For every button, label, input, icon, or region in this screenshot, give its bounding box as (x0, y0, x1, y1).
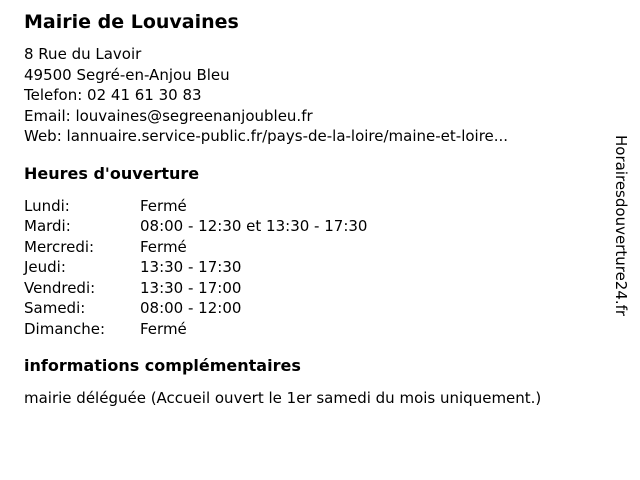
day-label: Mardi: (24, 217, 71, 235)
hours-row-thursday (24, 257, 600, 278)
email-value: louvaines@segreenanjoubleu.fr (75, 106, 313, 125)
day-label: Mercredi: (24, 237, 95, 256)
phone-line (24, 85, 600, 106)
additional-info-heading: informations complémentaires (24, 356, 301, 375)
hours-row-saturday (24, 298, 600, 319)
day-times: Fermé (140, 196, 187, 215)
additional-info-text: mairie déléguée (Accueil ouvert le 1er samedi du mois uniquement.) (24, 389, 542, 407)
address-line-1: 8 Rue du Lavoir (24, 45, 142, 63)
address-line-2: 49500 Segré-en-Anjou Bleu (24, 65, 230, 84)
hours-row-wednesday (24, 237, 600, 258)
hours-row-monday (24, 196, 600, 217)
day-label: Vendredi: (24, 278, 96, 297)
day-times: 08:00 - 12:30 et 13:30 - 17:30 (140, 217, 368, 235)
phone-label: Telefon: (24, 86, 83, 104)
day-times: 08:00 - 12:00 (140, 299, 242, 317)
web-label: Web: (24, 127, 62, 145)
day-times: Fermé (140, 319, 187, 338)
phone-value: 02 41 61 30 83 (87, 86, 202, 104)
day-label: Jeudi: (24, 258, 66, 276)
day-label: Samedi: (24, 299, 86, 317)
contact-block (24, 44, 600, 147)
hours-row-sunday (24, 319, 600, 340)
hours-row-tuesday (24, 216, 600, 237)
day-times: 13:30 - 17:00 (140, 278, 242, 297)
site-watermark: Horairesdouverture24.fr (612, 135, 630, 317)
web-line (24, 126, 600, 147)
hours-heading: Heures d'ouverture (24, 163, 200, 183)
web-value: lannuaire.service-public.fr/pays-de-la-loire/maine-et-loire... (66, 127, 509, 145)
day-times: 13:30 - 17:30 (140, 258, 242, 276)
hours-row-friday (24, 278, 600, 299)
day-times: Fermé (140, 237, 187, 256)
day-label: Lundi: (24, 196, 70, 215)
email-label: Email: (24, 106, 71, 125)
day-label: Dimanche: (24, 319, 106, 338)
page-title: Mairie de Louvaines (24, 11, 239, 33)
email-line (24, 106, 600, 127)
hours-table (24, 196, 600, 340)
